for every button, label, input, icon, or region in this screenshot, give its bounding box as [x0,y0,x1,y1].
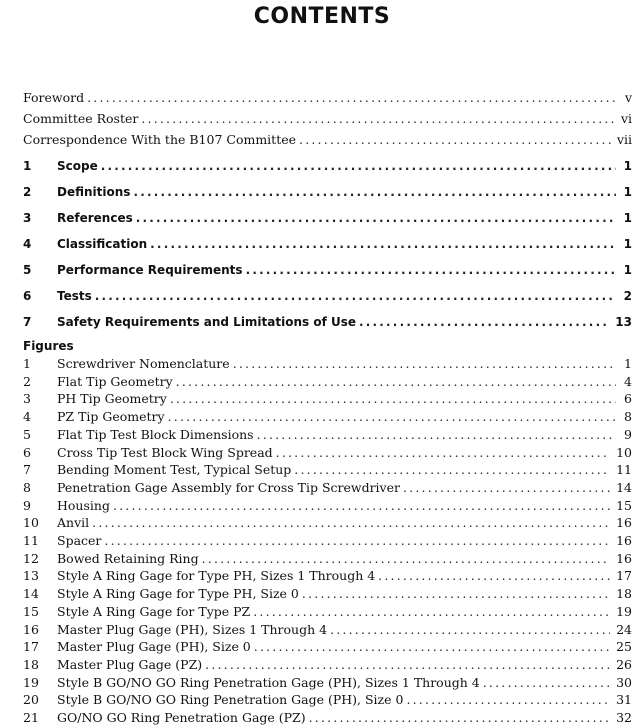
entry-page-number: 18 [616,586,632,601]
entry-page-number: 16 [616,533,632,548]
figure-entry [23,656,632,672]
dot-leader [359,315,609,329]
entry-label: Bending Moment Test, Typical Setup [57,462,292,477]
entry-label: Penetration Gage Assembly for Cross Tip Screwdriver [57,480,400,495]
figure-entry [23,532,632,548]
entry-number: 15 [23,604,39,619]
dot-leader [92,515,610,530]
dot-leader [168,409,616,424]
dot-leader [176,374,616,389]
dot-leader [403,480,610,495]
entry-label: Housing [57,498,110,513]
dot-leader [202,551,610,566]
figure-entry [23,709,632,725]
dot-leader [257,427,616,442]
entry-label: GO/NO GO Ring Penetration Gage (PZ) [57,710,306,725]
dot-leader [233,356,616,371]
dot-leader [113,498,610,513]
entry-number: 13 [23,568,39,583]
entry-page-number: vi [620,111,632,126]
section-entry [23,313,632,329]
entry-number: 16 [23,622,39,637]
entry-label: Performance Requirements [57,263,243,277]
figure-entry [23,621,632,637]
entry-label: Spacer [57,533,102,548]
section-entry [23,209,632,225]
dot-leader [483,675,610,690]
dot-leader [309,710,610,725]
figure-entry [23,674,632,690]
entry-page-number: 17 [616,568,632,583]
entry-number: 6 [23,289,32,303]
entry-label: Master Plug Gage (PH), Sizes 1 Through 4 [57,622,328,637]
dot-leader [150,237,616,251]
entry-number: 14 [23,586,39,601]
entry-number: 5 [23,427,31,442]
dot-leader [101,159,616,173]
entry-label: Master Plug Gage (PZ) [57,657,203,672]
entry-page-number: 30 [616,675,632,690]
entry-page-number: 1 [623,263,632,277]
section-entry [23,261,632,277]
entry-number: 9 [23,498,31,513]
figure-entry [23,461,632,477]
entry-label: Safety Requirements and Limitations of Use [57,315,357,329]
page-title: CONTENTS [253,4,391,29]
entry-page-number: 26 [616,657,632,672]
dot-leader [330,622,610,637]
entry-number: 3 [23,211,32,225]
entry-label: Style A Ring Gage for Type PH, Size 0 [57,586,299,601]
figure-entry [23,479,632,495]
entry-page-number: 15 [616,498,632,513]
entry-number: 17 [23,639,39,654]
entry-page-number: 6 [624,391,632,406]
figure-entry [23,638,632,654]
dot-leader [133,185,616,199]
section-entry [23,183,632,199]
figure-entry [23,585,632,601]
entry-page-number: 1 [623,159,632,173]
entry-page-number: 9 [624,427,632,442]
entry-label: Foreword [23,90,85,105]
entry-label: Committee Roster [23,111,139,126]
entry-page-number: 1 [623,185,632,199]
entry-label: PH Tip Geometry [57,391,167,406]
entry-number: 7 [23,462,31,477]
section-entry [23,287,632,303]
entry-label: Cross Tip Test Block Wing Spread [57,445,273,460]
dot-leader [205,657,610,672]
entry-number: 12 [23,551,39,566]
entry-label: Style B GO/NO GO Ring Penetration Gage (PH), Size 0 [57,692,404,707]
entry-page-number: 2 [623,289,632,303]
figure-entry [23,426,632,442]
entry-number: 19 [23,675,39,690]
figure-entry [23,497,632,513]
entry-label: Definitions [57,185,131,199]
entry-label: Correspondence With the B107 Committee [23,132,297,147]
entry-label: Style B GO/NO GO Ring Penetration Gage (PH), Sizes 1 Through 4 [57,675,480,690]
entry-page-number: v [624,90,632,105]
entry-number: 8 [23,480,31,495]
entry-number: 10 [23,515,39,530]
entry-label: Style A Ring Gage for Type PZ [57,604,251,619]
dot-leader [141,111,615,126]
entry-page-number: 19 [616,604,632,619]
entry-number: 1 [23,159,32,173]
figure-entry [23,355,632,371]
figure-entry [23,390,632,406]
figure-entry [23,603,632,619]
dot-leader [246,263,616,277]
entry-page-number: 32 [616,710,632,725]
entry-number: 2 [23,374,31,389]
dot-leader [253,604,610,619]
entry-page-number: 16 [616,515,632,530]
entry-label: Scope [57,159,98,173]
section-entry [23,235,632,251]
entry-page-number: 1 [623,211,632,225]
figure-entry [23,514,632,530]
entry-page-number: 24 [616,622,632,637]
dot-leader [378,568,610,583]
entry-page-number: 11 [616,462,632,477]
dot-leader [104,533,610,548]
entry-number: 1 [23,356,31,371]
front-matter-entry [23,131,632,147]
entry-page-number: 14 [616,480,632,495]
dot-leader [294,462,610,477]
figure-entry [23,567,632,583]
entry-label: References [57,211,133,225]
figure-entry [23,444,632,460]
figure-entry [23,373,632,389]
dot-leader [136,211,616,225]
entry-page-number: 1 [624,356,632,371]
entry-page-number: 4 [624,374,632,389]
entry-number: 2 [23,185,32,199]
entry-label: Classification [57,237,148,251]
figure-entry [23,691,632,707]
figure-entry [23,408,632,424]
entry-number: 6 [23,445,31,460]
front-matter-entry [23,89,632,105]
entry-label: Bowed Retaining Ring [57,551,199,566]
figures-heading: Figures [23,339,74,353]
entry-page-number: vii [616,132,632,147]
dot-leader [87,90,616,105]
dot-leader [170,391,616,406]
entry-label: Screwdriver Nomenclature [57,356,230,371]
entry-number: 18 [23,657,39,672]
entry-number: 5 [23,263,32,277]
entry-page-number: 31 [616,692,632,707]
entry-label: Master Plug Gage (PH), Size 0 [57,639,251,654]
dot-leader [276,445,610,460]
entry-page-number: 8 [624,409,632,424]
entry-number: 7 [23,315,32,329]
entry-number: 4 [23,237,32,251]
entry-page-number: 1 [623,237,632,251]
entry-page-number: 25 [616,639,632,654]
entry-number: 4 [23,409,31,424]
entry-page-number: 10 [616,445,632,460]
entry-page-number: 16 [616,551,632,566]
dot-leader [254,639,610,654]
entry-number: 20 [23,692,39,707]
dot-leader [299,132,611,147]
entry-label: Flat Tip Geometry [57,374,173,389]
entry-number: 21 [23,710,39,725]
front-matter-entry [23,110,632,126]
entry-label: Anvil [57,515,90,530]
dot-leader [406,692,610,707]
dot-leader [95,289,616,303]
entry-page-number: 13 [615,315,632,329]
entry-label: Style A Ring Gage for Type PH, Sizes 1 Through 4 [57,568,376,583]
entry-label: Tests [57,289,92,303]
entry-label: Flat Tip Test Block Dimensions [57,427,254,442]
entry-number: 11 [23,533,39,548]
dot-leader [302,586,610,601]
section-entry [23,157,632,173]
figure-entry [23,550,632,566]
entry-label: PZ Tip Geometry [57,409,165,424]
entry-number: 3 [23,391,31,406]
